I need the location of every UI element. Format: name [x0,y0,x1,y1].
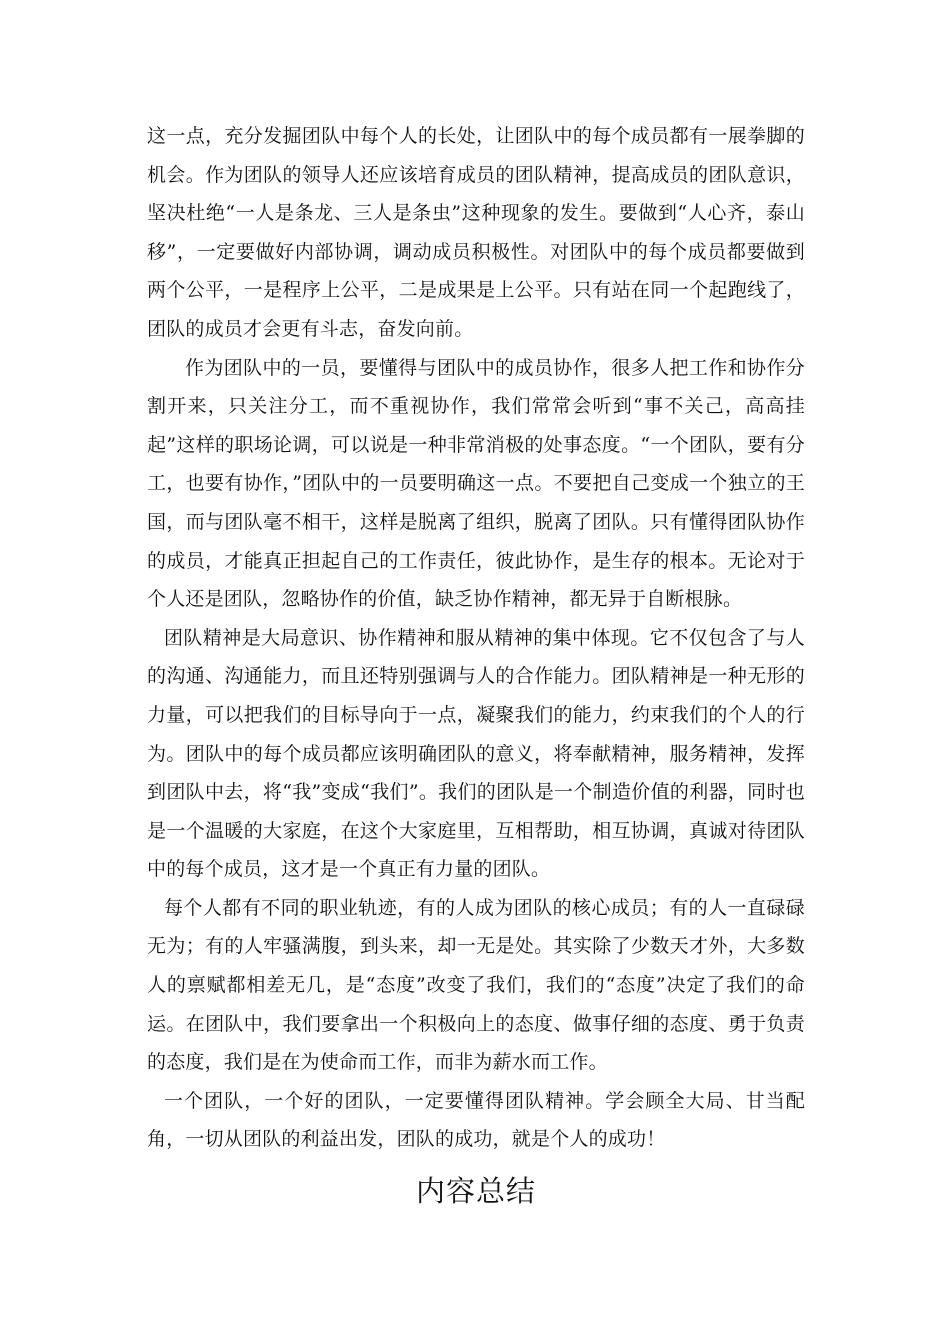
summary-heading: 内容总结 [415,1174,536,1209]
paragraph-5: 一个团队，一个好的团队，一定要懂得团队精神。学会顾全大局、甘当配角，一切从团队的利益出发，团队的成功，就是个人的成功！ [147,1089,805,1151]
paragraph-4: 每个人都有不同的职业轨迹，有的人成为团队的核心成员；有的人一直碌碌无为；有的人牢骚满腹，到头来，却一无是处。其实除了少数天才外，大多数人的禀赋都相差无几，是“态度”改变了我们，我们的“态度”决定了我们的命运。在团队中，我们要拿出一个积极向上的态度、做事仔细的态度、勇于负责的态度，我们是在为使命而工作，而非为薪水而工作。 [147,896,805,1074]
paragraph-2: 作为团队中的一员，要懂得与团队中的成员协作，很多人把工作和协作分割开来，只关注分工，而不重视协作，我们常常会听到“事不关己，高高挂起”这样的职场论调，可以说是一种非常消极的处事态度。“一个团队，要有分工，也要有协作，”团队中的一员要明确这一点。不要把自己变成一个独立的王国，而与团队毫不相干，这样是脱离了组织，脱离了团队。只有懂得团队协作的成员，才能真正担起自己的工作责任，彼此协作，是生存的根本。无论对于个人还是团队，忽略协作的价值，缺乏协作精神，都无异于自断根脉。 [147,356,805,611]
document-body [147,117,805,1213]
paragraph-1: 这一点，充分发掘团队中每个人的长处，让团队中的每个成员都有一展拳脚的机会。作为团队的领导人还应该培育成员的团队精神，提高成员的团队意识，坚决杜绝“一人是条龙、三人是条虫”这种现象的发生。要做到“人心齐，泰山移”，一定要做好内部协调，调动成员积极性。对团队中的每个成员都要做到两个公平，一是程序上公平，二是成果是上公平。只有站在同一个起跑线了，团队的成员才会更有斗志，奋发向前。 [147,125,805,340]
paragraph-3: 团队精神是大局意识、协作精神和服从精神的集中体现。它不仅包含了与人的沟通、沟通能力，而且还特别强调与人的合作能力。团队精神是一种无形的力量，可以把我们的目标导向于一点，凝聚我们的能力，约束我们的个人的行为。团队中的每个成员都应该明确团队的意义，将奉献精神，服务精神，发挥到团队中去，将“我”变成“我们”。我们的团队是一个制造价值的利器，同时也是一个温暖的大家庭，在这个大家庭里，互相帮助，相互协调，真诚对待团队中的每个成员，这才是一个真正有力量的团队。 [147,626,805,881]
